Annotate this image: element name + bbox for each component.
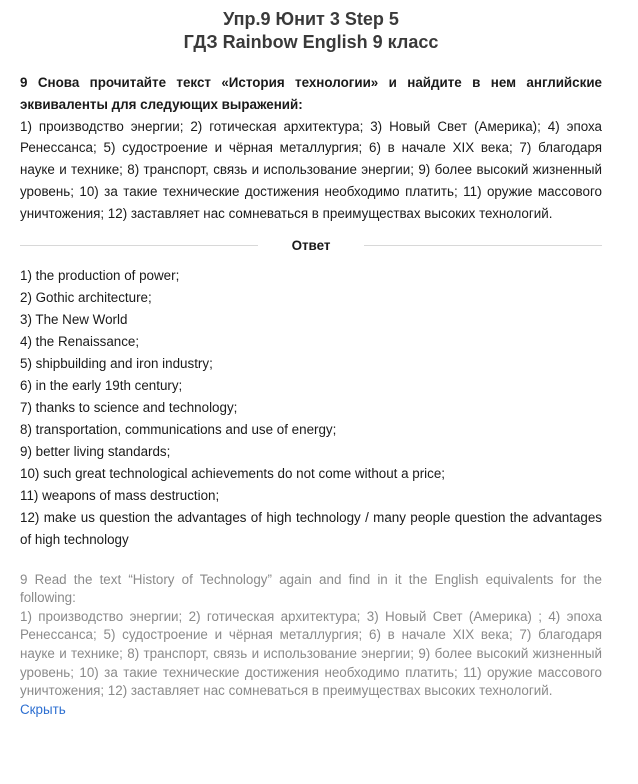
task-heading: 9 Снова прочитайте текст «История технологии» и найдите в нем английские эквиваленты для следующих выражений: <box>20 75 602 112</box>
answer-item: 7) thanks to science and technology; <box>20 399 238 415</box>
hide-translation-link[interactable]: Скрыть <box>20 701 66 717</box>
page-title <box>20 8 602 54</box>
answer-item: 12) make us question the advantages of high technology / many people question the advantages of high technology <box>20 509 602 547</box>
answer-item: 2) Gothic architecture; <box>20 289 152 305</box>
answer-item: 8) transportation, communications and use of energy; <box>20 421 337 437</box>
page-title-line-2: ГДЗ Rainbow English 9 класс <box>183 32 439 52</box>
page-content <box>20 0 602 719</box>
translation-block <box>20 571 602 720</box>
divider-line-right <box>364 245 602 246</box>
translation-heading: 9 Read the text “History of Technology” again and find in it the English equivalents for the following: <box>20 571 602 606</box>
answer-list <box>20 265 602 551</box>
answer-item: 4) the Renaissance; <box>20 333 140 349</box>
answer-label: Ответ <box>291 238 331 254</box>
answer-item: 1) the production of power; <box>20 267 180 283</box>
answer-item: 5) shipbuilding and iron industry; <box>20 355 213 371</box>
answer-item: 9) better living standards; <box>20 443 171 459</box>
task-body: 1) производство энергии; 2) готическая архитектура; 3) Новый Свет (Америка); 4) эпоха Ренессанса; 5) судостроение и чёрная металлургия; 6) в начале XIX века; 7) благодаря науке и технике; 8) транспорт, связь и использование энергии; 9) более высокий жизненный уровень; 10) за такие технические достижения необходимо платить; 11) оружие массового уничтожения; 12) заставляет нас сомневаться в преимуществах высоких технологий. <box>20 118 602 221</box>
answer-item: 6) in the early 19th century; <box>20 377 183 393</box>
divider-line-left <box>20 245 258 246</box>
answer-item: 3) The New World <box>20 311 128 327</box>
task-block <box>20 72 602 225</box>
page-title-line-1: Упр.9 Юнит 3 Step 5 <box>223 9 399 29</box>
answer-divider <box>20 235 602 257</box>
answer-item: 10) such great technological achievements do not come without a price; <box>20 465 446 481</box>
answer-item: 11) weapons of mass destruction; <box>20 487 220 503</box>
translation-body: 1) производство энергии; 2) готическая архитектура; 3) Новый Свет (Америка) ; 4) эпоха Ренессанса; 5) судостроение и чёрная металлургия; 6) в начале XIX века; 7) благодаря науке и технике; 8) транспорт, связь и использование энергии; 9) более высокий жизненный уровень; 10) за такие технические достижения необходимо платить; 11) оружие массового уничтожения; 12) заставляет нас сомневаться в преимуществах высоких технологий. <box>20 608 602 699</box>
